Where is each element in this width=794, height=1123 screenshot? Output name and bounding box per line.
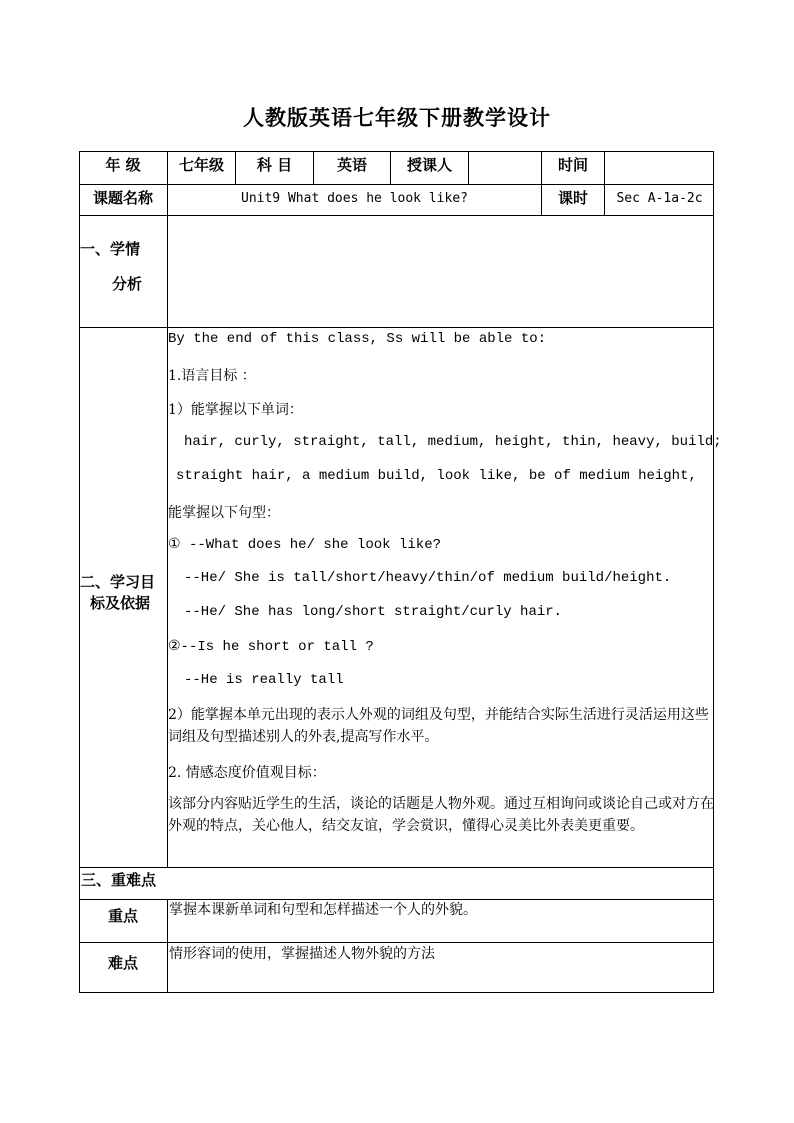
difficulty-value: 情形容词的使用，掌握描述人物外貌的方法: [169, 946, 435, 962]
sentence-1-answer-a: --He/ She is tall/short/heavy/thin/of medium build/height.: [184, 570, 672, 586]
difficulty-label: 难点: [107, 954, 138, 972]
sentence-2-question: ②--Is he short or tall ?: [168, 639, 374, 655]
vocab-heading: 1）能掌握以下单词：: [168, 402, 303, 418]
section2-label-line2: 标及依据: [90, 594, 151, 612]
subject-label: 科 目: [256, 156, 293, 174]
emotion-goal-heading: 2. 情感态度价值观目标：: [168, 765, 326, 781]
objective-intro: By the end of this class, Ss will be able to:: [168, 331, 547, 347]
column-divider: [167, 899, 168, 993]
key-point-label: 重点: [107, 907, 138, 925]
grade-label: 年 级: [105, 156, 141, 174]
topic-value: Unit9 What does he look like?: [241, 191, 468, 206]
subject-value: 英语: [336, 156, 367, 174]
key-point-value: 掌握本课新单词和句型和怎样描述一个人的外貌。: [169, 902, 477, 918]
row-divider: [79, 867, 714, 868]
vocab-words: hair, curly, straight, tall, medium, height, thin, heavy, build;: [184, 434, 722, 450]
period-label: 课时: [557, 189, 588, 207]
time-label: 时间: [557, 156, 588, 174]
document-title: 人教版英语七年级下册教学设计: [243, 105, 551, 130]
sentence-2-answer: --He is really tall: [184, 672, 344, 688]
sentence-1-question: ① --What does he/ she look like?: [168, 537, 441, 553]
section1-label-line2: 分析: [112, 275, 143, 293]
teacher-label: 授课人: [406, 156, 452, 174]
row-divider: [79, 215, 714, 216]
section2-label-line1: 二、学习目: [80, 573, 156, 591]
section1-label-line1: 一、学情: [80, 240, 141, 258]
period-value: Sec A-1a-2c: [616, 191, 703, 206]
row-divider: [79, 184, 714, 185]
language-goal-heading: 1.语言目标 ：: [168, 368, 256, 384]
section3-label: 三、重难点: [81, 871, 157, 889]
sentence-1-answer-b: --He/ She has long/short straight/curly hair.: [184, 604, 563, 620]
column-divider: [468, 151, 469, 184]
sentence-heading: 能掌握以下句型：: [168, 505, 280, 521]
grade-value: 七年级: [178, 156, 224, 174]
emotion-goal-text: 该部分内容贴近学生的生活，谈论的话题是人物外观。通过互相询问或谈论自己或对方在外观的特点，关心他人，结交友谊，学会赏识，懂得心灵美比外表美更重要。: [168, 796, 714, 834]
vocab-phrases: straight hair, a medium build, look like, be of medium height,: [176, 468, 697, 484]
phrase-goal: 2）能掌握本单元出现的表示人外观的词组及句型，并能结合实际生活进行灵活运用这些词组及句型描述别人的外表,提高写作水平。: [168, 707, 709, 745]
row-divider: [79, 942, 714, 943]
topic-label: 课题名称: [92, 189, 153, 207]
row-divider: [79, 899, 714, 900]
row-divider: [79, 327, 714, 328]
